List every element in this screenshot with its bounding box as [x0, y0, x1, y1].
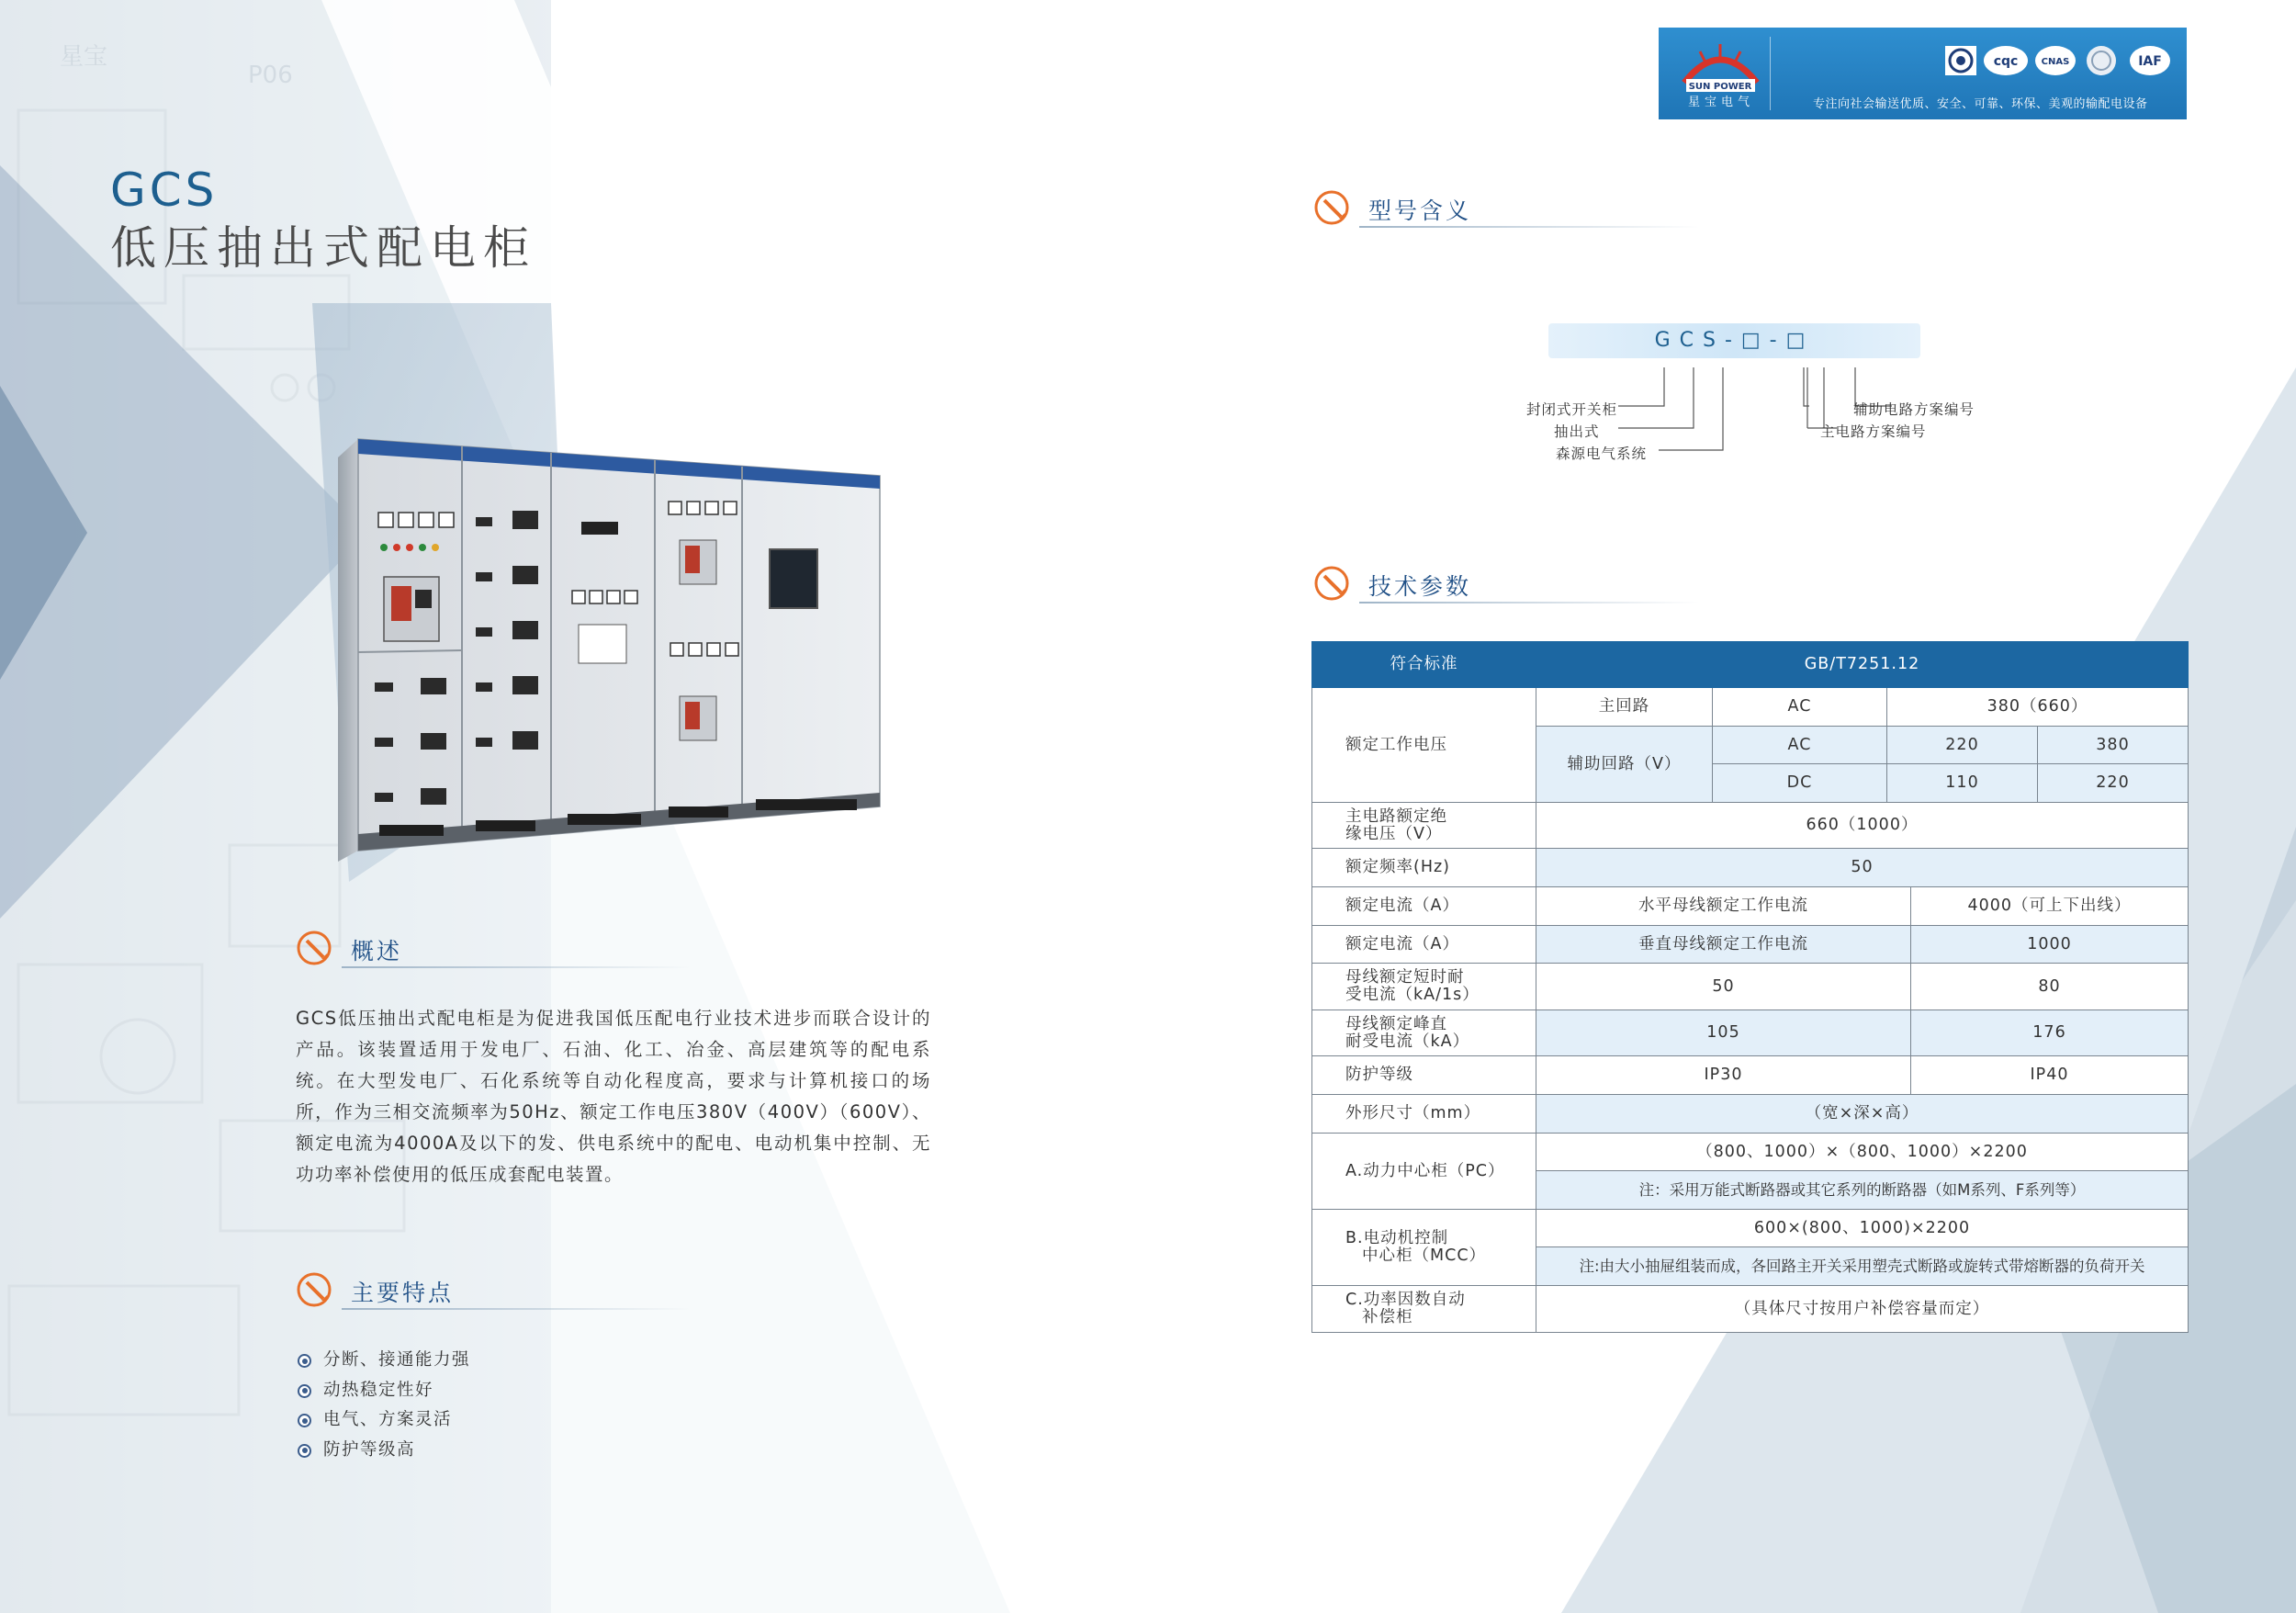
model-meaning-heading — [1313, 187, 1699, 243]
table-row — [1312, 1134, 2189, 1171]
table-header-row — [1312, 642, 2189, 688]
pencil-circle-icon — [1313, 187, 1354, 228]
row-label: 防护等级 — [1312, 1056, 1536, 1095]
features-heading — [296, 1269, 681, 1325]
list-item: 动热稳定性好 — [296, 1376, 470, 1406]
cert-seal-icon — [2087, 46, 2116, 75]
iaf-icon — [2130, 46, 2170, 75]
model-label-drawout: 抽出式 — [1554, 423, 1600, 440]
cell: 垂直母线额定工作电流 — [1536, 926, 1911, 964]
list-item: 防护等级高 — [296, 1436, 470, 1466]
list-item: 电气、方案灵活 — [296, 1405, 470, 1436]
cell: AC — [1713, 688, 1887, 727]
cell: （具体尺寸按用户补偿容量而定） — [1536, 1286, 2189, 1333]
cell: 50 — [1536, 849, 2189, 887]
cell: AC — [1713, 727, 1887, 764]
cell: IP40 — [1911, 1056, 2189, 1095]
model-label-aux-circuit: 辅助电路方案编号 — [1853, 401, 1975, 418]
model-label-main-circuit: 主电路方案编号 — [1820, 423, 1927, 440]
tech-params-title: 技术参数 — [1368, 573, 1472, 600]
table-row — [1312, 964, 2189, 1010]
row-label: 外形尺寸（mm） — [1312, 1095, 1536, 1134]
overview-title: 概述 — [351, 938, 403, 964]
cell: DC — [1713, 764, 1887, 803]
company-slogan: 专注向社会输送优质、安全、可靠、环保、美观的输配电设备 — [1813, 97, 2148, 111]
cell: 注:由大小抽屉组装而成，各回路主开关采用塑壳式断路或旋转式带熔断器的负荷开关 — [1536, 1247, 2189, 1286]
bullet-icon — [298, 1444, 311, 1458]
row-label: 主电路额定绝 缘电压（V） — [1312, 803, 1536, 849]
overview-paragraph: GCS低压抽出式配电柜是为促进我国低压配电行业技术进步而联合设计的产品。该装置适用于发电厂、石油、化工、冶金、高层建筑等的配电系统。在大型发电厂、石化系统等自动化程度高，要求与计算机接口的场所，作为三相交流频率为50Hz、额定工作电压380V（400V）（600V）、额定电流为4000A及以下的发、供电系统中的配电、电动机集中控制、无功功率补偿使用的低压成套配电装置。 — [296, 1008, 931, 1185]
table-row — [1312, 849, 2189, 887]
table-row — [1312, 1056, 2189, 1095]
pencil-circle-icon — [1313, 563, 1354, 603]
cell: 主回路 — [1536, 688, 1713, 727]
table-row — [1312, 1095, 2189, 1134]
product-model: GCS — [110, 164, 219, 217]
switchgear-cabinet-illustration — [338, 430, 882, 871]
cell: 176 — [1911, 1010, 2189, 1056]
tech-params-table — [1311, 641, 2189, 1333]
cell: 110 — [1887, 764, 2038, 803]
list-item: 分断、接通能力强 — [296, 1346, 470, 1376]
ccc-circle-icon — [1945, 46, 1976, 75]
table-header-label: 符合标准 — [1312, 642, 1536, 688]
row-label: 额定电流（A） — [1312, 926, 1536, 964]
row-label: A.动力中心柜（PC） — [1312, 1134, 1536, 1210]
table-row — [1312, 887, 2189, 926]
table-row — [1312, 803, 2189, 849]
logo-separator — [1770, 37, 1771, 110]
table-row — [1312, 1010, 2189, 1056]
model-code-box: GCS-□-□ — [1548, 323, 1920, 358]
cell: 380（660） — [1887, 688, 2189, 727]
svg-text:CNAS: CNAS — [2041, 57, 2070, 67]
tech-params-heading — [1313, 563, 1699, 618]
cell: 4000（可上下出线） — [1911, 887, 2189, 926]
row-label: 母线额定峰直 耐受电流（kA） — [1312, 1010, 1536, 1056]
model-meaning-title: 型号含义 — [1368, 197, 1472, 224]
table-row — [1312, 1210, 2189, 1247]
cell: 水平母线额定工作电流 — [1536, 887, 1911, 926]
cell: 50 — [1536, 964, 1911, 1010]
product-name: 低压抽出式配电柜 — [110, 221, 536, 275]
heading-rule — [342, 966, 691, 968]
overview-heading — [296, 928, 681, 983]
heading-rule — [342, 1308, 691, 1310]
brand-cn-text: 星宝电气 — [1687, 96, 1754, 109]
cell: （宽×深×高） — [1536, 1095, 2189, 1134]
product-title-block — [110, 165, 536, 274]
company-logo-bar — [1659, 28, 2187, 119]
cell: 注：采用万能式断路器或其它系列的断路器（如M系列、F系列等） — [1536, 1171, 2189, 1210]
cell: （800、1000）×（800、1000）×2200 — [1536, 1134, 2189, 1171]
svg-text:cqc: cqc — [1993, 54, 2019, 69]
certification-icons — [1943, 42, 2182, 79]
cell: 105 — [1536, 1010, 1911, 1056]
cqc-icon — [1984, 46, 2028, 75]
heading-rule — [1359, 226, 1699, 228]
cell: 220 — [1887, 727, 2038, 764]
table-row — [1312, 926, 2189, 964]
bullet-icon — [298, 1384, 311, 1398]
brand-en-text: SUN POWER — [1688, 82, 1752, 92]
model-label-closed-switchgear: 封闭式开关柜 — [1526, 401, 1618, 418]
cell: 1000 — [1911, 926, 2189, 964]
table-row — [1312, 688, 2189, 727]
svg-text:IAF: IAF — [2138, 54, 2162, 69]
bullet-icon — [298, 1414, 311, 1427]
cell: 380 — [2038, 727, 2189, 764]
table-row — [1312, 1286, 2189, 1333]
row-label: 额定工作电压 — [1312, 688, 1536, 803]
row-label: C.功率因数自动 补偿柜 — [1312, 1286, 1536, 1333]
model-label-system: 森源电气系统 — [1556, 446, 1648, 462]
row-label: 额定电流（A） — [1312, 887, 1536, 926]
features-title: 主要特点 — [351, 1280, 455, 1306]
pencil-circle-icon — [296, 928, 336, 968]
features-list — [296, 1346, 470, 1465]
table-header-value: GB/T7251.12 — [1536, 642, 2189, 688]
cell: 80 — [1911, 964, 2189, 1010]
heading-rule — [1359, 602, 1699, 603]
cell: 220 — [2038, 764, 2189, 803]
row-label: 母线额定短时耐 受电流（kA/1s） — [1312, 964, 1536, 1010]
bullet-icon — [298, 1354, 311, 1368]
cnas-icon — [2035, 46, 2076, 75]
cell: 辅助回路（V） — [1536, 727, 1713, 803]
cell: IP30 — [1536, 1056, 1911, 1095]
pencil-circle-icon — [296, 1269, 336, 1310]
cell: 600×(800、1000)×2200 — [1536, 1210, 2189, 1247]
row-label: B.电动机控制 中心柜（MCC） — [1312, 1210, 1536, 1286]
row-label: 额定频率(Hz) — [1312, 849, 1536, 887]
cell: 660（1000） — [1536, 803, 2189, 849]
